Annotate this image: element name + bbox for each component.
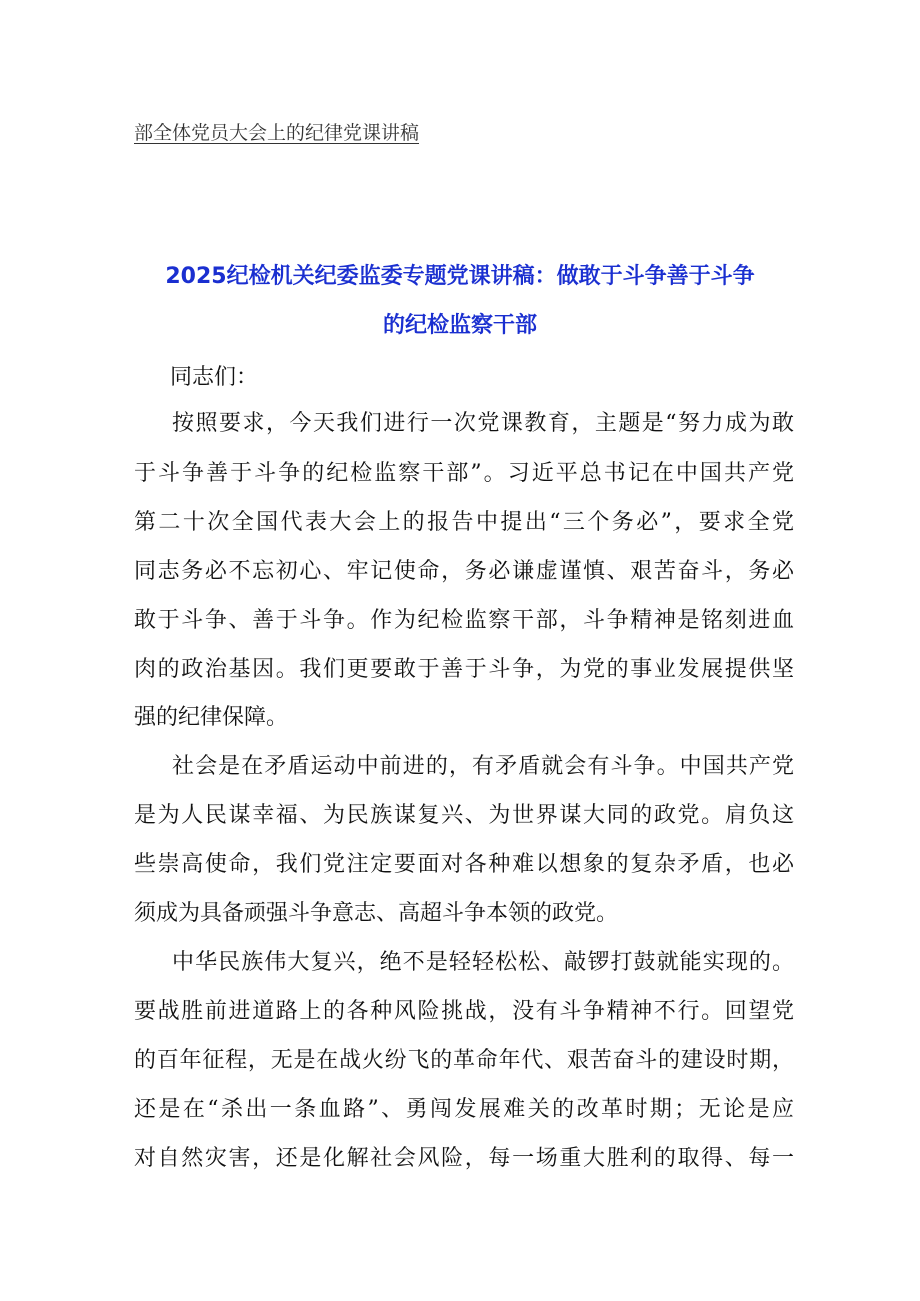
paragraph-line: 社会是在矛盾运动中前进的，有矛盾就会有斗争。中国共产党 xyxy=(172,754,794,779)
paragraph-line: 须成为具备顽强斗争意志、高超斗争本领的政党。 xyxy=(134,901,619,926)
document-title-line-2: 的纪检监察干部 xyxy=(382,313,537,338)
salutation: 同志们： xyxy=(170,365,259,390)
paragraph-line: 肉的政治基因。我们更要敢于善于斗争，为党的事业发展提供坚 xyxy=(134,657,794,682)
document-title-line-1: 2025纪检机关纪委监委专题党课讲稿：做敢于斗争善于斗争 xyxy=(165,264,755,289)
paragraph-line: 是为人民谋幸福、为民族谋复兴、为世界谋大同的政党。肩负这 xyxy=(134,803,794,828)
paragraph-line: 要战胜前进道路上的各种风险挑战，没有斗争精神不行。回望党 xyxy=(134,999,794,1024)
paragraph-line: 些崇高使命，我们党注定要面对各种难以想象的复杂矛盾，也必 xyxy=(134,852,794,877)
paragraph-line: 中华民族伟大复兴，绝不是轻轻松松、敲锣打鼓就能实现的。 xyxy=(172,950,794,975)
header-text: 部全体党员大会上的纪律党课讲稿 xyxy=(134,122,420,144)
paragraph-line: 按照要求，今天我们进行一次党课教育，主题是“努力成为敢 xyxy=(172,411,794,436)
paragraph-line: 第二十次全国代表大会上的报告中提出“三个务必”，要求全党 xyxy=(134,510,794,535)
paragraph-line: 于斗争善于斗争的纪检监察干部”。习近平总书记在中国共产党 xyxy=(134,461,794,486)
paragraph-line: 对自然灾害，还是化解社会风险，每一场重大胜利的取得、每一 xyxy=(134,1146,794,1171)
paragraph-line: 敢于斗争、善于斗争。作为纪检监察干部，斗争精神是铭刻进血 xyxy=(134,608,794,633)
paragraph-line: 同志务必不忘初心、牢记使命，务必谦虚谨慎、艰苦奋斗，务必 xyxy=(134,559,794,584)
paragraph-line: 的百年征程，无是在战火纷飞的革命年代、艰苦奋斗的建设时期， xyxy=(134,1048,794,1073)
paragraph-line: 强的纪律保障。 xyxy=(134,705,289,730)
paragraph-line: 还是在“杀出一条血路”、勇闯发展难关的改革时期；无论是应 xyxy=(134,1097,794,1122)
